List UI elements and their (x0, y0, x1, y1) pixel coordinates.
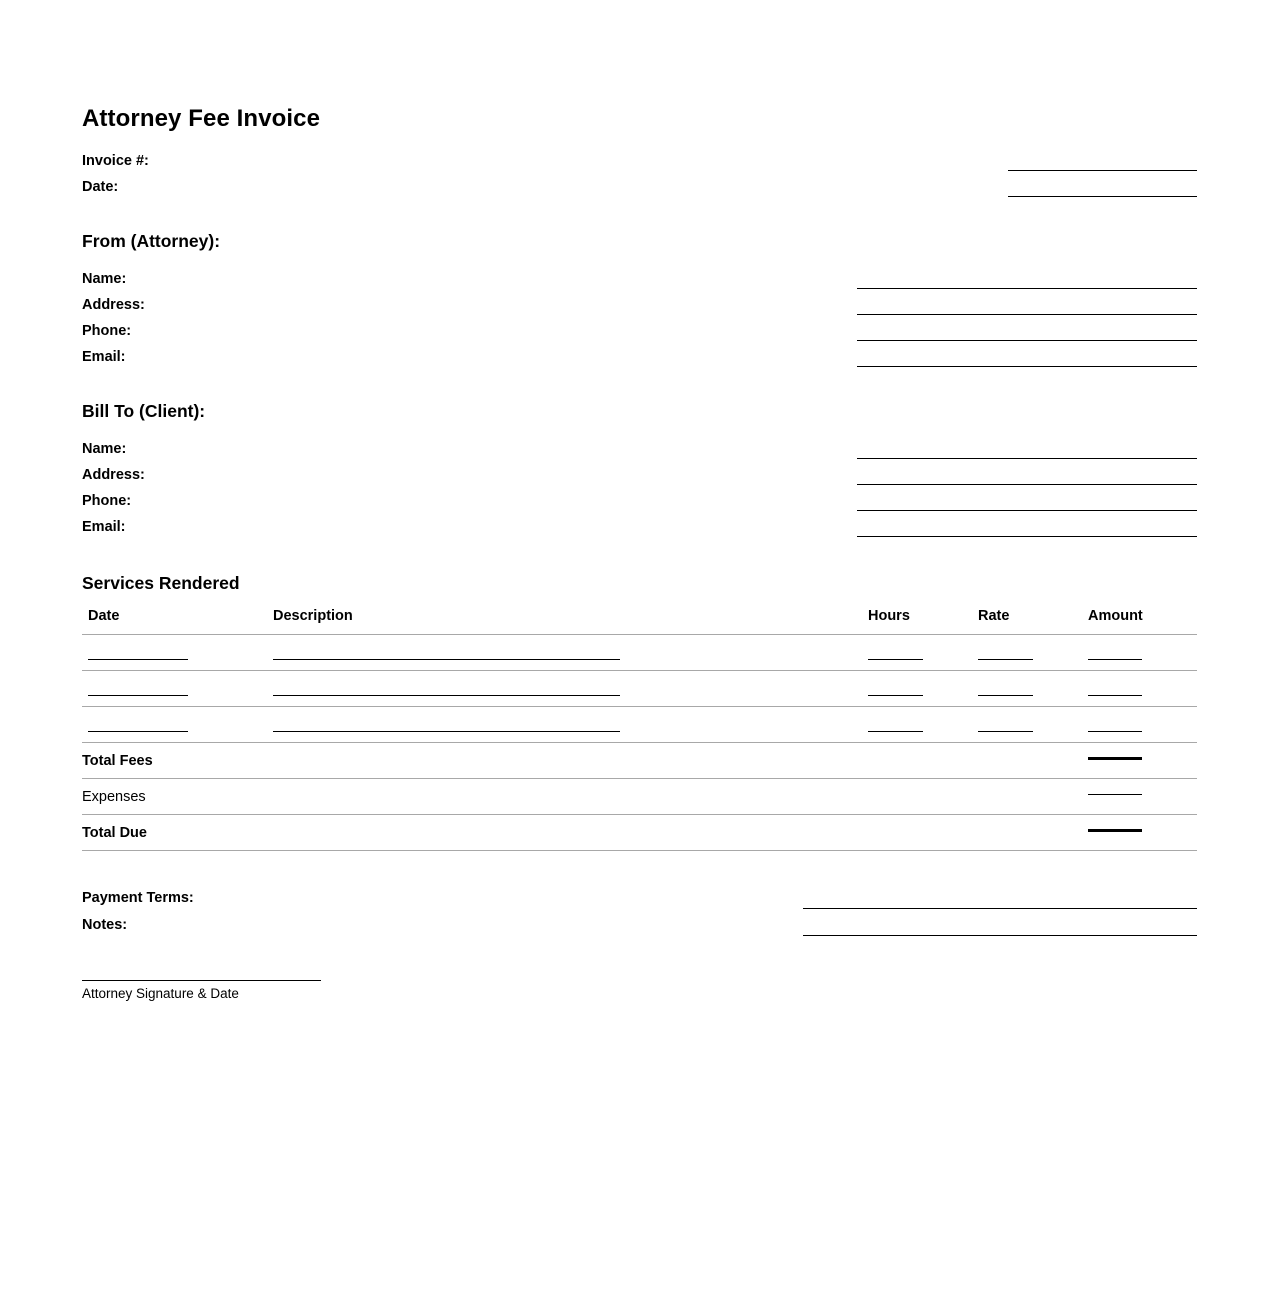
cell-total-due-amount[interactable] (1082, 815, 1197, 851)
client-name-label: Name: (82, 441, 127, 457)
rate-input-line[interactable] (978, 659, 1033, 660)
payment-terms-input-line[interactable] (803, 908, 1197, 909)
client-email-input-line[interactable] (857, 536, 1197, 537)
from-attorney-fields (82, 266, 1197, 370)
invoice-number-input-line[interactable] (1008, 170, 1197, 171)
client-name-input-line[interactable] (857, 458, 1197, 459)
attorney-phone-label: Phone: (82, 323, 132, 339)
amount-input-line[interactable] (1088, 731, 1142, 732)
notes-label: Notes: (82, 917, 128, 933)
total-fees-row (82, 743, 1197, 779)
column-header-amount: Amount (1082, 607, 1197, 635)
services-table-body (82, 635, 1197, 851)
total-fees-label: Total Fees (82, 743, 1082, 779)
services-rendered-heading: Services Rendered (82, 573, 240, 593)
notes-input-line[interactable] (803, 935, 1197, 936)
total-due-row (82, 815, 1197, 851)
hours-input-line[interactable] (868, 695, 923, 696)
attorney-name-row (82, 266, 1197, 292)
attorney-email-row (82, 344, 1197, 370)
date-input-line[interactable] (88, 695, 188, 696)
column-header-hours: Hours (862, 607, 972, 635)
attorney-name-label: Name: (82, 271, 127, 287)
table-row (82, 635, 1197, 671)
attorney-address-row (82, 292, 1197, 318)
services-table (82, 607, 1197, 851)
cell-description[interactable] (267, 635, 862, 671)
cell-amount[interactable] (1082, 707, 1197, 743)
page-title: Attorney Fee Invoice (82, 105, 321, 132)
invoice-date-label: Date: (82, 179, 119, 195)
bill-to-client-fields (82, 436, 1197, 540)
cell-description[interactable] (267, 671, 862, 707)
column-header-rate: Rate (972, 607, 1082, 635)
cell-rate[interactable] (972, 707, 1082, 743)
signature-area (82, 980, 1197, 1004)
rate-input-line[interactable] (978, 695, 1033, 696)
client-email-row (82, 514, 1197, 540)
client-phone-input-line[interactable] (857, 510, 1197, 511)
cell-expenses-amount[interactable] (1082, 779, 1197, 815)
column-header-date: Date (82, 607, 267, 635)
total-fees-input-line[interactable] (1088, 757, 1142, 760)
expenses-input-line[interactable] (1088, 794, 1142, 795)
attorney-phone-row (82, 318, 1197, 344)
amount-input-line[interactable] (1088, 695, 1142, 696)
cell-rate[interactable] (972, 635, 1082, 671)
table-row (82, 671, 1197, 707)
invoice-meta-block (82, 148, 1197, 200)
payment-terms-row (82, 885, 1197, 912)
client-address-label: Address: (82, 467, 145, 483)
payment-terms-label: Payment Terms: (82, 890, 194, 906)
from-attorney-heading: From (Attorney): (82, 231, 221, 251)
footer-fields (82, 885, 1197, 939)
total-due-label: Total Due (82, 815, 1082, 851)
invoice-number-label: Invoice #: (82, 153, 149, 169)
table-header-row (82, 607, 1197, 635)
date-input-line[interactable] (88, 659, 188, 660)
invoice-date-row (82, 174, 1197, 200)
cell-description[interactable] (267, 707, 862, 743)
cell-hours[interactable] (862, 707, 972, 743)
invoice-sheet (82, 0, 1197, 1004)
cell-hours[interactable] (862, 671, 972, 707)
expenses-label: Expenses (82, 779, 1082, 815)
table-row (82, 707, 1197, 743)
attorney-phone-input-line[interactable] (857, 340, 1197, 341)
attorney-address-input-line[interactable] (857, 314, 1197, 315)
attorney-address-label: Address: (82, 297, 145, 313)
cell-total-fees-amount[interactable] (1082, 743, 1197, 779)
description-input-line[interactable] (273, 659, 620, 660)
signature-caption: Attorney Signature & Date (82, 986, 239, 1001)
cell-amount[interactable] (1082, 671, 1197, 707)
hours-input-line[interactable] (868, 659, 923, 660)
cell-date[interactable] (82, 635, 267, 671)
invoice-date-input-line[interactable] (1008, 196, 1197, 197)
description-input-line[interactable] (273, 695, 620, 696)
client-name-row (82, 436, 1197, 462)
hours-input-line[interactable] (868, 731, 923, 732)
attorney-email-input-line[interactable] (857, 366, 1197, 367)
rate-input-line[interactable] (978, 731, 1033, 732)
description-input-line[interactable] (273, 731, 620, 732)
amount-input-line[interactable] (1088, 659, 1142, 660)
cell-rate[interactable] (972, 671, 1082, 707)
cell-date[interactable] (82, 671, 267, 707)
invoice-number-row (82, 148, 1197, 174)
bill-to-client-heading: Bill To (Client): (82, 401, 206, 421)
cell-date[interactable] (82, 707, 267, 743)
expenses-row (82, 779, 1197, 815)
client-address-row (82, 462, 1197, 488)
date-input-line[interactable] (88, 731, 188, 732)
client-address-input-line[interactable] (857, 484, 1197, 485)
services-table-header (82, 607, 1197, 635)
attorney-name-input-line[interactable] (857, 288, 1197, 289)
total-due-input-line[interactable] (1088, 829, 1142, 832)
notes-row (82, 912, 1197, 939)
client-phone-label: Phone: (82, 493, 132, 509)
cell-hours[interactable] (862, 635, 972, 671)
attorney-email-label: Email: (82, 349, 126, 365)
client-email-label: Email: (82, 519, 126, 535)
client-phone-row (82, 488, 1197, 514)
cell-amount[interactable] (1082, 635, 1197, 671)
column-header-description: Description (267, 607, 862, 635)
